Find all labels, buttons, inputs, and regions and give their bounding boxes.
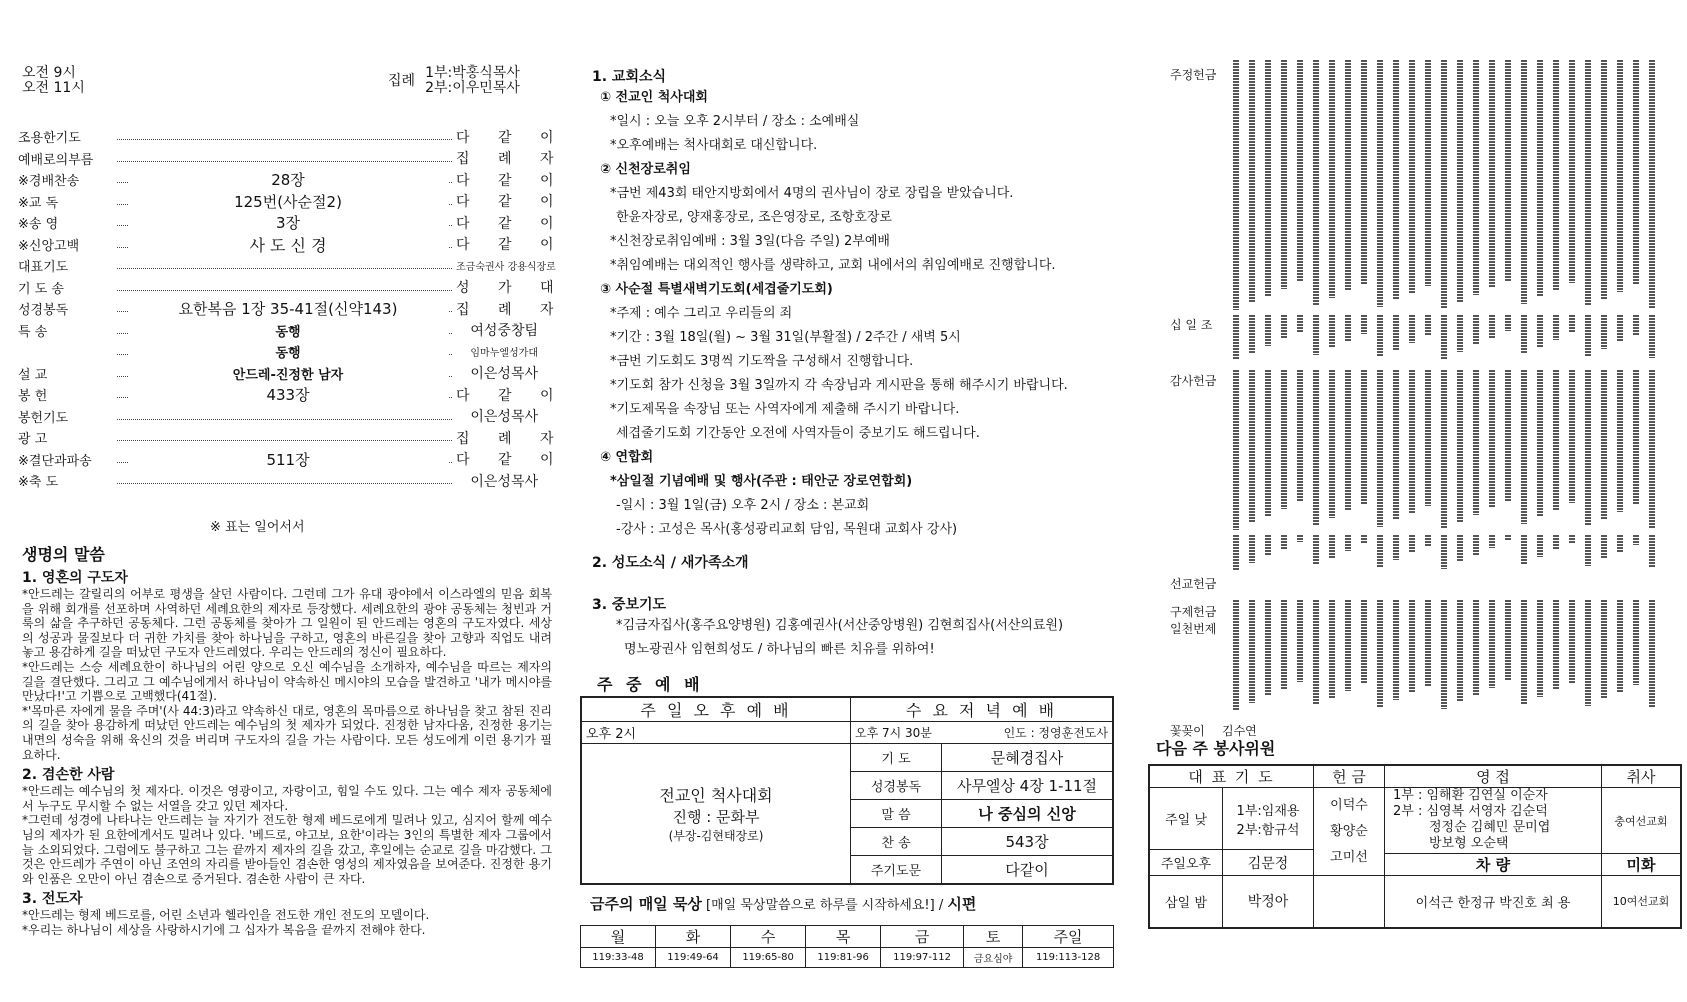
wed-row-value: 사무엘상 4장 1-11절	[942, 772, 1114, 800]
flower-name: 김수연	[1222, 724, 1257, 738]
leader-dots	[117, 139, 452, 140]
news-line: 한윤자장로, 양재홍장로, 조은영장로, 조항호장로	[616, 210, 892, 225]
order-content: 동행	[271, 346, 304, 361]
wed-row-label: 기 도	[851, 744, 942, 772]
word-paragraph: *안드레는 스승 세례요한이 하나님의 어린 양으로 오신 예수님을 소개하자, 예수님을 따르는 제자의 길을 결단했다. 그리고 그 예수님에게서 하나님이 약속하신 메시야의 모습을 발견하고 '내가 메시야를 만났다!'고 기쁨으로 고백했다(41절).	[22, 659, 552, 704]
word-title: 생명의 말씀	[22, 545, 105, 564]
offering-category: 주정헌금	[1170, 68, 1217, 82]
news-line: *취임예배는 대외적인 행사를 생략하고, 교회 내에서의 취임예배로 진행합니다.	[610, 258, 1056, 273]
wed-row-label: 말 씀	[851, 800, 942, 828]
cook-value: 충여선교회	[1602, 788, 1682, 854]
order-label: 봉헌기도	[18, 410, 69, 426]
order-row	[18, 470, 538, 492]
word-paragraph: *우리는 하나님이 세상을 사랑하시기에 그 십자가 복음을 끝까지 전해야 한다.	[22, 922, 426, 937]
meditation-day: 토	[964, 926, 1023, 948]
sunday-time: 오후 2시	[581, 722, 851, 744]
order-content: 안드레-진정한 남자	[229, 368, 347, 383]
prayer-line: 명노광권사 임현희성도 / 하나님의 빠른 치유를 위하여!	[624, 642, 935, 657]
order-responder: 다 같 이	[456, 215, 566, 232]
word-sub-2: 2. 겸손한 사람	[22, 767, 115, 784]
meditation-day: 금	[881, 926, 964, 948]
order-row	[18, 212, 566, 234]
order-responder: 이은성목사	[470, 473, 538, 490]
news-line: -강사 : 고성은 목사(홍성광리교회 담임, 목원대 교회사 강사)	[616, 522, 958, 537]
order-label: 예배로의부름	[18, 152, 94, 168]
servers-title: 다음 주 봉사위원	[1156, 739, 1276, 758]
news-item-title: ③ 사순절 특별새벽기도회(세겹줄기도회)	[600, 282, 833, 297]
order-responder: 다 같 이	[456, 387, 566, 404]
clean-value: 10여선교회	[1602, 876, 1682, 928]
news-line: *일시 : 오늘 오후 2시부터 / 장소 : 소예배실	[610, 114, 860, 129]
order-responder: 집 례 자	[456, 430, 566, 447]
meditation-table	[580, 925, 1114, 968]
meditation-title: 금주의 매일 묵상	[590, 895, 702, 913]
servers-row-label: 삼일 밤	[1149, 876, 1223, 928]
prayer-line: *김금자집사(홍주요양병원) 김홍예권사(서산중앙병원) 김현희집사(서산의료원)	[616, 618, 1064, 633]
offering-category: 구제헌금 일천번제	[1170, 605, 1217, 636]
order-label: 설 교	[18, 367, 48, 383]
order-responder: 임마누엘성가대	[470, 348, 538, 360]
word-paragraph: *안드레는 갈릴리의 어부로 평생을 살던 사람이다. 그런데 그가 유대 광야에서 이스라엘의 믿음 회복을 위해 회개를 선포하며 사역하던 세례요한의 제자로 등장했다. 세례요한의 광야 공동체는 청빈과 거룩의 삶을 추구하던 공동체다. 그런 공동체를 찾아가 그 일원이 된 안드레는 영혼의 구도자였다. 세상의 성공과 물질보다 더 귀한 가치를 찾아 하나님을 구하고, 영혼의 바른길을 찾아 고향과 직업도 내려놓고 용감하게 길을 떠났던 구도자 안드레였다. 우리는 안드레의 정신이 필요하다.	[22, 587, 552, 660]
service-time-2: 오전 11시	[22, 80, 85, 96]
officiant-block	[388, 66, 520, 96]
order-content: 28장	[267, 171, 309, 189]
order-label: ※경배찬송	[18, 174, 80, 190]
order-responder: 다 같 이	[456, 194, 566, 211]
offering-category: 십 일 조	[1170, 318, 1213, 332]
order-label: ※축 도	[18, 475, 59, 491]
order-content: 3장	[272, 214, 304, 232]
order-row	[18, 427, 566, 449]
news-line: *기도회 참가 신청을 3월 3일까지 각 속장님과 게시판을 통해 해주시기 바랍니다.	[610, 378, 1068, 393]
wed-row-value: 나 중심의 신앙	[942, 800, 1114, 828]
order-responder: 이은성목사	[470, 366, 538, 383]
order-label: ※교 독	[18, 195, 59, 211]
word-sub-3: 3. 전도자	[22, 891, 83, 908]
order-row	[18, 298, 566, 320]
wed-row-label: 성경봉독	[851, 772, 942, 800]
servers-head: 대 표 기 도	[1149, 765, 1314, 788]
order-row	[18, 234, 566, 256]
order-content: 동행	[271, 325, 304, 340]
order-responder: 성 가 대	[456, 280, 566, 297]
offering-category: 꽃꽂이	[1170, 724, 1205, 738]
leader-dots	[117, 268, 452, 269]
wed-row-value: 다같이	[942, 856, 1114, 884]
order-row	[18, 406, 538, 428]
order-content: 125번(사순절2)	[230, 193, 346, 211]
news-line: -일시 : 3월 1일(금) 오후 2시 / 장소 : 본교회	[616, 498, 870, 513]
servers-value: 1부:임재용	[1236, 803, 1300, 819]
car-value: 이석근 한정규 박진호 최 용	[1385, 876, 1602, 928]
order-responder: 다 같 이	[456, 237, 566, 254]
service-time-1: 오전 9시	[22, 65, 76, 81]
word-of-life	[22, 542, 552, 937]
car-head: 차 량	[1385, 854, 1602, 876]
meditation-day: 화	[656, 926, 731, 948]
meditation-note: [매일 묵상말씀으로 하루를 시작하세요!] /	[706, 898, 944, 913]
order-label: ※결단과파송	[18, 453, 92, 469]
offering-category: 감사헌금	[1170, 374, 1217, 388]
wed-row-value: 543장	[942, 828, 1114, 856]
leader-dots	[117, 290, 452, 291]
officiant-2: 2부:이우민목사	[425, 80, 520, 96]
order-label: 기 도 송	[18, 281, 64, 297]
order-row	[18, 255, 556, 277]
offering-server: 이덕수	[1330, 797, 1368, 813]
news-section-1: 1. 교회소식	[592, 69, 667, 85]
servers-head: 헌 금	[1314, 765, 1385, 788]
sunday-lead-2: (부장-김현태장로)	[668, 828, 764, 843]
news-item-title: ② 신천장로취임	[600, 162, 691, 177]
greeter-line: 2부 : 심영복 서영자 김순덕	[1393, 804, 1548, 819]
order-responder: 이은성목사	[470, 409, 538, 426]
meditation-day: 목	[806, 926, 881, 948]
order-responder: 집 례 자	[456, 301, 566, 318]
news-line: *금번 제43회 태안지방회에서 4명의 권사님이 장로 장립을 받았습니다.	[610, 186, 1014, 201]
wednesday-title: 수 요 저 녁 예 배	[851, 697, 1114, 722]
servers-table	[1148, 764, 1682, 929]
order-label: ※송 영	[18, 217, 59, 233]
news-line: *기도제목을 속장님 또는 사역자에게 제출해 주시기 바랍니다.	[610, 402, 960, 417]
order-content: 요한복음 1장 35-41절(신약143)	[175, 300, 402, 318]
wednesday-time: 오후 7시 30분	[855, 726, 932, 740]
order-content: 사 도 신 경	[245, 236, 330, 255]
servers-head: 영 접	[1385, 765, 1602, 788]
meditation-day: 주일	[1023, 926, 1114, 948]
news-line: *신천장로취임예배 : 3월 3일(다음 주일) 2부예배	[610, 234, 890, 249]
word-paragraph: *그런데 성경에 나타나는 안드레는 늘 자기가 전도한 형제 베드로에게 밀려나 있고, 심지어 할께 예수님의 제자가 된 요한에게서도 밀려나 있다. '베드로, 야고보, 요한'이라는 3인의 특별한 제자 그룹에서 늘 소외되었다. 그럼에도 불구하고 그는 끝까지 제자의 길을 갔고, 후일에는 순교로 길을 마감했다. 그것은 안드레가 주연이 아닌 조연의 자리를 받아들인 겸손한 영성의 제자였음을 보여준다. 진정한 용기와 인품은 오만이 아닌 겸손으로 증거된다. 겸손한 사람이 큰 자다.	[22, 813, 552, 886]
church-news	[592, 66, 1112, 662]
offering-server: 고미선	[1330, 849, 1368, 865]
order-label: ※신앙고백	[18, 238, 80, 254]
news-line: *삼일절 기념예배 및 행사(주관 : 태안군 장로연합회)	[610, 474, 913, 489]
news-section-2: 2. 성도소식 / 새가족소개	[592, 555, 749, 571]
offering-server: 황양순	[1330, 823, 1368, 839]
news-line: 세겹줄기도회 기간동안 오전에 사역자들이 중보기도 해드립니다.	[616, 426, 980, 441]
order-row	[18, 449, 566, 471]
servers-head: 취사	[1602, 765, 1682, 788]
order-content: 511장	[262, 451, 313, 469]
wed-row-label: 찬 송	[851, 828, 942, 856]
offering-names-columns	[1230, 60, 1670, 720]
meditation-ref: 119:81-96	[806, 948, 881, 968]
officiant-1: 1부:박홍식목사	[425, 65, 520, 81]
servers-value: 2부:함규석	[1236, 822, 1300, 838]
meditation-header	[590, 893, 976, 914]
news-section-3: 3. 중보기도	[592, 597, 667, 613]
clean-head: 미화	[1602, 854, 1682, 876]
standing-note: ※ 표는 일어서서	[210, 520, 305, 535]
service-times	[22, 66, 85, 96]
order-responder: 여성중창팀	[470, 323, 538, 340]
meditation-ref: 119:113-128	[1023, 948, 1114, 968]
news-item-title: ① 전교인 척사대회	[600, 90, 708, 105]
word-paragraph: *'목마른 자에게 물을 주며'(사 44:3)라고 약속하신 대로, 영혼의 목마름으로 하나님을 찾고 참된 진리의 길을 찾아 용감하게 떠났던 안드레는 예수님의 첫 제자가 되었다. 진정한 남자다움, 진정한 용기는 내면의 성숙을 위해 육신의 것을 버리며 구도자의 길을 가는 사람이다. 모든 성도에게 이런 용기가 필요하다.	[22, 703, 552, 762]
news-line: *오후예배는 척사대회로 대신합니다.	[610, 138, 818, 153]
order-content: 433장	[262, 386, 313, 404]
order-row	[18, 320, 538, 342]
leader-dots	[117, 483, 452, 484]
order-row	[18, 341, 538, 363]
sunday-event: 전교인 척사대회	[659, 785, 773, 805]
servers-value: 김문정	[1223, 850, 1314, 876]
wednesday-leader: 인도 : 정영훈전도사	[1003, 726, 1108, 740]
sunday-lead: 진행 : 문화부	[672, 807, 760, 826]
order-label: 조용한기도	[18, 131, 81, 147]
order-row	[18, 169, 566, 191]
servers-row-label: 주일 낮	[1149, 788, 1223, 850]
news-line: *주제 : 예수 그리고 우리들의 죄	[610, 306, 793, 321]
order-responder: 집 례 자	[456, 151, 566, 168]
order-row	[18, 277, 566, 299]
order-label: 대표기도	[18, 260, 69, 276]
order-label: 특 송	[18, 324, 48, 340]
officiant-label: 집례	[388, 72, 416, 89]
order-label: 광 고	[18, 432, 48, 448]
meditation-ref: 금요심야	[964, 948, 1023, 968]
news-line: *기간 : 3월 18일(월) ~ 3월 31일(부활절) / 2주간 / 새벽 5시	[610, 330, 961, 345]
leader-dots	[117, 161, 452, 162]
order-responder: 다 같 이	[456, 172, 566, 189]
servers-row-label: 주일오후	[1149, 850, 1223, 876]
meditation-ref: 119:33-48	[581, 948, 656, 968]
meditation-ref: 119:49-64	[656, 948, 731, 968]
meditation-day: 월	[581, 926, 656, 948]
meditation-ref: 119:65-80	[731, 948, 806, 968]
word-paragraph: *안드레는 형제 베드로를, 어린 소년과 헬라인을 전도한 개인 전도의 모델이다.	[22, 908, 430, 923]
order-row	[18, 148, 566, 170]
order-row	[18, 363, 538, 385]
order-responder: 다 같 이	[456, 452, 566, 469]
meditation-book: 시편	[947, 895, 977, 913]
greeter-line: 1부 : 임해환 김연실 이순자	[1393, 788, 1548, 803]
order-row	[18, 191, 566, 213]
word-sub-1: 1. 영혼의 구도자	[22, 570, 128, 586]
news-item-title: ④ 연합회	[600, 450, 654, 465]
order-responder: 다 같 이	[456, 129, 566, 146]
offering-category: 선교헌금	[1170, 577, 1217, 591]
servers-value: 박정아	[1223, 876, 1314, 928]
sunday-title: 주 일 오 후 예 배	[581, 697, 851, 722]
order-responder: 조금숙권사 강용식장로	[456, 262, 556, 274]
order-label: 성경봉독	[18, 303, 69, 319]
greeter-line: 방보형 오순택	[1429, 836, 1509, 851]
leader-dots	[117, 419, 452, 420]
word-paragraph: *안드레는 예수님의 첫 제자다. 이것은 영광이고, 자랑이고, 힘일 수도 있다. 그는 예수 제자 공동체에서 누구도 무시할 수 없는 서열을 갖고 있던 제자다.	[22, 784, 552, 813]
wed-row-label: 주기도문	[851, 856, 942, 884]
news-line: *금번 기도회도 3명씩 기도짝을 구성해서 진행합니다.	[610, 354, 914, 369]
order-row	[18, 126, 566, 148]
meditation-ref: 119:97-112	[881, 948, 964, 968]
order-of-worship	[18, 126, 566, 492]
wed-row-value: 문혜경집사	[942, 744, 1114, 772]
order-row	[18, 384, 566, 406]
leader-dots	[117, 440, 452, 441]
greeter-line: 정정순 김혜민 문미엽	[1429, 820, 1551, 835]
meditation-day: 수	[731, 926, 806, 948]
weekly-table	[580, 696, 1114, 885]
weekly-title: 주 중 예 배	[597, 675, 704, 694]
order-label: 봉 헌	[18, 389, 48, 405]
